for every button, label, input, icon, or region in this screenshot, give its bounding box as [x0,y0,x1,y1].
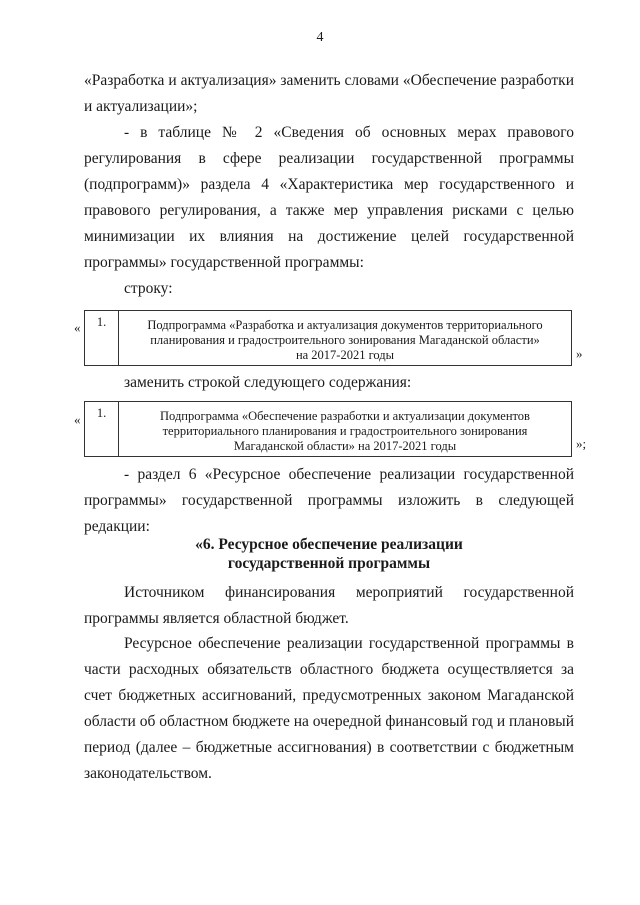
table1-line3: на 2017-2021 годы [295,348,395,362]
table2-close-quote: »; [576,436,587,451]
table1-row-text [119,311,571,365]
table1-close-quote: » [576,346,583,361]
paragraph-section6-intro: - раздел 6 «Ресурсное обеспечение реализации государственной программы» государственной программы изложить в следующей редакции: [84,466,574,535]
table1-line1: Подпрограмма «Разработка и актуализация документов территориального [147,318,543,332]
table2-line2: территориального планирования и градостроительного зонирования [162,424,528,438]
paragraph-funding-source: Источником финансирования мероприятий государственной программы является областной бюджет. [84,584,574,627]
label-row: строку: [124,280,173,297]
paragraph-resource-support: Ресурсное обеспечение реализации государственной программы в части расходных обязательств областного бюджета осуществляется за счет бюджетных ассигнований, предусмотренных законом Магаданской области об областном бюджете на очередной финансовый год и плановый период (далее – бюджетные ассигнования) в соответствии с бюджетным законодательством. [84,635,574,782]
table2-row [84,401,572,457]
table2-open-quote: « [74,412,81,427]
page-number: 4 [316,30,324,45]
table2-line3: Магаданской области» на 2017-2021 годы [233,439,457,453]
section-heading-line1: «6. Ресурсное обеспечение реализации [195,536,463,553]
table2-row-text [119,402,571,456]
table1-row [84,310,572,366]
paragraph-table2-intro: - в таблице № 2 «Сведения об основных мерах правового регулирования в сфере реализации государственной программы (подпрограмм)» раздела 4 «Характеристика мер государственного и правового регулирования, а также мер управления рисками с целью минимизации их влияния на достижение целей государственной программы» государственной программы: [84,124,574,271]
section-heading-line2: государственной программы [227,555,431,572]
table2-row-number: 1. [85,402,119,456]
paragraph-replace-words: «Разработка и актуализация» заменить словами «Обеспечение разработки и актуализации»; [84,72,574,115]
table1-open-quote: « [74,320,81,335]
table1-row-number: 1. [85,311,119,365]
table1-line2: планирования и градостроительного зонирования Магаданской области» [150,333,540,347]
section-heading [84,535,574,573]
label-replace-with: заменить строкой следующего содержания: [124,374,412,391]
table2-line1: Подпрограмма «Обеспечение разработки и актуализации документов [160,409,530,423]
